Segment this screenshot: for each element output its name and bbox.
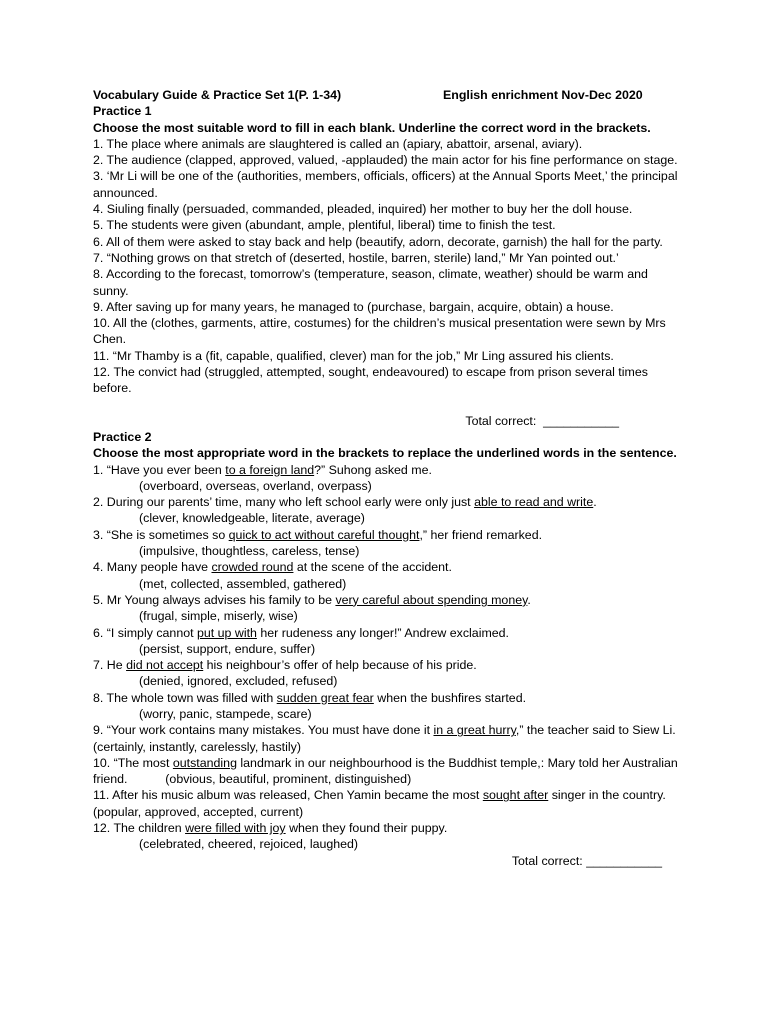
underlined-phrase: outstanding <box>172 755 237 770</box>
practice-1-item: 4. Siuling finally (persuaded, commanded, pleaded, inquired) her mother to buy her the doll house. <box>93 202 633 217</box>
practice-2-total: Total correct: ___________ <box>511 853 662 868</box>
document-header <box>93 87 683 103</box>
practice-1-item: 6. All of them were asked to stay back and help (beautify, adorn, decorate, garnish) the hall for the party. <box>93 234 663 249</box>
practice-1-item: 9. After saving up for many years, he managed to (purchase, bargain, acquire, obtain) a house. <box>93 299 614 314</box>
sentence-start: 2. During our parents’ time, many who left school early were only just <box>93 495 475 510</box>
practice-1-item: 7. “Nothing grows on that stretch of (deserted, hostile, barren, sterile) land,” Mr Yan pointed out.’ <box>93 250 619 265</box>
practice-1-item: 12. The convict had (struggled, attempted, sought, endeavoured) to escape from prison several times before. <box>93 365 648 396</box>
header-left: Vocabulary Guide & Practice Set 1(P. 1-34) <box>93 88 342 102</box>
practice-2-item <box>93 657 683 690</box>
underlined-phrase: were filled with joy <box>185 821 286 836</box>
answer-options: (celebrated, cheered, rejoiced, laughed) <box>139 837 359 852</box>
answer-options: (met, collected, assembled, gathered) <box>139 576 347 591</box>
practice-2-title: Practice 2 <box>93 429 152 444</box>
practice-1-item: 1. The place where animals are slaughtered is called an (apiary, abattoir, arsenal, aviary). <box>93 136 583 151</box>
practice-1-item: 3. ‘Mr Li will be one of the (authorities, members, officials, officers) at the Annual Sports Meet,’ the principal announced. <box>93 169 678 200</box>
practice-2-item <box>93 755 683 788</box>
practice-1-item: 5. The students were given (abundant, ample, plentiful, liberal) time to finish the test. <box>93 218 556 233</box>
answer-options: (frugal, simple, miserly, wise) <box>139 609 298 624</box>
sentence-end: her rudeness any longer!” Andrew exclaimed. <box>256 625 509 640</box>
underlined-phrase: did not accept <box>126 658 204 673</box>
sentence-start: 9. “Your work contains many mistakes. You must have done it <box>93 723 434 738</box>
answer-options: (worry, panic, stampede, scare) <box>139 706 312 721</box>
sentence-end: singer in the country. (popular, approved, accepted, current) <box>93 788 704 819</box>
underlined-phrase: sought after <box>482 788 549 803</box>
practice-1-list <box>93 136 683 397</box>
sentence-end: when they found their puppy. <box>285 821 448 836</box>
practice-1-section <box>93 103 683 429</box>
practice-2-item <box>93 690 683 723</box>
sentence-start: 11. After his music album was released, Chen Yamin became the most <box>93 788 483 803</box>
sentence-start: 4. Many people have <box>93 560 212 575</box>
sentence-end: when the bushfires started. <box>373 690 527 705</box>
practice-2-item <box>93 722 683 755</box>
practice-2-item <box>93 820 683 853</box>
practice-1-item: 11. “Mr Thamby is a (fit, capable, qualified, clever) man for the job,” Mr Ling assured his clients. <box>93 348 614 363</box>
sentence-end: ?” Suhong asked me. <box>314 462 432 477</box>
answer-options: (persist, support, endure, suffer) <box>139 641 316 656</box>
underlined-phrase: able to read and write <box>474 495 594 510</box>
sentence-end: ,” the teacher said to Siew Li. (certainly, instantly, carelessly, hastily) <box>93 723 676 754</box>
answer-options: (denied, ignored, excluded, refused) <box>139 674 338 689</box>
sentence-end: at the scene of the accident. <box>293 560 452 575</box>
worksheet <box>93 87 704 869</box>
practice-2-item <box>93 787 704 820</box>
sentence-start: 12. The children <box>93 821 186 836</box>
underlined-phrase: put up with <box>196 625 257 640</box>
practice-2-instruction: Choose the most appropriate word in the brackets to replace the underlined words in the sentence. <box>93 446 677 461</box>
underlined-phrase: quick to act without careful thought <box>228 527 420 542</box>
practice-1-title: Practice 1 <box>93 104 152 119</box>
sentence-end: . <box>527 592 531 607</box>
header-right: English enrichment Nov-Dec 2020 <box>443 88 643 102</box>
practice-2-item <box>93 494 683 527</box>
sentence-end: . <box>593 495 597 510</box>
practice-2-section <box>93 429 704 869</box>
underlined-phrase: very careful about spending money <box>335 592 528 607</box>
underlined-phrase: to a foreign land <box>225 462 315 477</box>
answer-options: (overboard, overseas, overland, overpass) <box>139 478 372 493</box>
practice-1-instruction: Choose the most suitable word to fill in each blank. Underline the correct word in the brackets. <box>93 120 651 135</box>
underlined-phrase: sudden great fear <box>276 690 374 705</box>
underlined-phrase: in a great hurry <box>433 723 516 738</box>
practice-2-item <box>93 625 683 658</box>
practice-2-item <box>93 462 683 495</box>
sentence-end: his neighbour’s offer of help because of his pride. <box>203 658 477 673</box>
sentence-start: 6. “I simply cannot <box>93 625 197 640</box>
sentence-start: 1. “Have you ever been <box>93 462 226 477</box>
sentence-start: 5. Mr Young always advises his family to be <box>93 592 336 607</box>
practice-2-item <box>93 559 683 592</box>
sentence-end: ,” her friend remarked. <box>419 527 543 542</box>
practice-2-item <box>93 527 683 560</box>
practice-1-item: 2. The audience (clapped, approved, valued, -applauded) the main actor for his fine performance on stage. <box>93 153 678 168</box>
answer-options: (clever, knowledgeable, literate, average) <box>139 511 365 526</box>
sentence-start: 7. He <box>93 658 127 673</box>
sentence-start: 8. The whole town was filled with <box>93 690 277 705</box>
practice-2-list <box>93 462 704 853</box>
answer-options: (impulsive, thoughtless, careless, tense) <box>139 544 360 559</box>
practice-1-item: 8. According to the forecast, tomorrow’s (temperature, season, climate, weather) should be warm and sunny. <box>93 267 648 298</box>
underlined-phrase: crowded round <box>211 560 294 575</box>
sentence-end: landmark in our neighbourhood is the Buddhist temple,: Mary told her Australian friend. (obvious, beautiful, prominent, distinguished) <box>93 755 682 787</box>
practice-2-item <box>93 592 683 625</box>
sentence-start: 10. “The most <box>93 755 173 770</box>
sentence-start: 3. “She is sometimes so <box>93 527 229 542</box>
practice-1-item: 10. All the (clothes, garments, attire, costumes) for the children’s musical presentation were sewn by Mrs Chen. <box>93 316 666 347</box>
practice-1-total: Total correct: ___________ <box>465 413 619 428</box>
